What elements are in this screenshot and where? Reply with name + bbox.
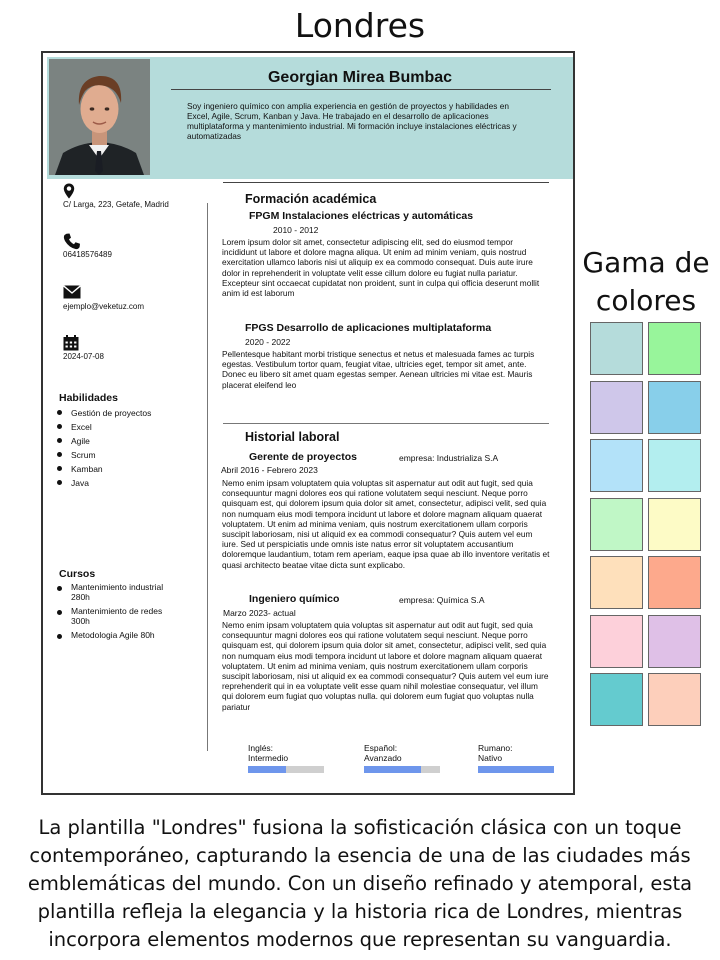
phone-icon <box>63 233 203 250</box>
address-text: C/ Larga, 223, Getafe, Madrid <box>63 200 169 209</box>
education-heading: Formación académica <box>245 192 377 206</box>
job-description: Nemo enim ipsam voluptatem quia voluptas sit aspernatur aut odit aut fugit, sed quia consequuntur magni dolores eos qui ratione volutatem sequi nesciunt. Neque porro quisquam est, qui dolorem ipsum quia dolor sit amet, consectetur, adipisci velit, sed quia non numquam eius modi tempora incidunt ut labore et dolore magnam aliquam quaerat voluptatem. Ut enim ad minima veniam, quis nostrum exercitationem ullam corporis suscipit laboriosam, nisi ut aliquid ex ea commodi consequatur? Quis autem vel eum iure. Sed ut perspiciatis unde omnis iste natus error sit voluptatem accusantium doloremque laudantium, totam rem aperiam, eaque ipsa quae ab illo inventore veritatis et quasi architecto beatae vitae dicta sunt explicabo. <box>222 478 550 570</box>
color-swatch <box>590 673 643 726</box>
job-dates: Abril 2016 - Febrero 2023 <box>221 465 318 475</box>
color-swatch <box>590 322 643 375</box>
language-level: Nativo <box>478 753 503 763</box>
email-text: ejemplo@veketuz.com <box>63 302 145 311</box>
contact-date <box>63 335 203 361</box>
list-item: Agile <box>57 434 151 448</box>
cv-template <box>41 51 575 795</box>
color-swatch <box>648 439 701 492</box>
color-swatch <box>590 439 643 492</box>
column-divider <box>207 203 208 751</box>
name-divider <box>171 89 551 90</box>
list-item: Mantenimiento de redes 300h <box>57 606 181 626</box>
profile-photo <box>49 59 150 175</box>
header-divider <box>223 182 549 183</box>
education-description: Pellentesque habitant morbi tristique senectus et netus et malesuada fames ac turpis egestas. Vestibulum tortor quam, feugiat vitae, ultricies eget, tempor sit amet, ante. Donec eu libero sit amet quam egestas semper. Aenean ultricies mi vitae est. Mauris placerat eleifend leo <box>222 349 535 390</box>
page-title: Londres <box>294 6 426 45</box>
color-swatch <box>648 498 701 551</box>
language-level: Avanzado <box>364 753 402 763</box>
color-swatch <box>590 615 643 668</box>
calendar-icon <box>63 335 203 352</box>
education-dates: 2010 - 2012 <box>273 225 319 235</box>
contact-email <box>63 285 203 311</box>
language-english <box>248 743 328 773</box>
envelope-icon <box>63 285 203 302</box>
skills-list <box>57 406 151 490</box>
location-pin-icon <box>63 183 203 200</box>
job-company: empresa: Química S.A <box>399 595 485 605</box>
candidate-name: Georgian Mirea Bumbac <box>267 69 453 86</box>
language-bar <box>478 766 554 773</box>
education-description: Lorem ipsum dolor sit amet, consectetur adipiscing elit, sed do eiusmod tempor incididunt ut labore et dolore magna aliqua. Ut enim ad minim veniam, quis nostrud exercitation ullamco laboris nisi ut aliquip ex ea commodo consequat. Duis aute irure dolor in reprehenderit in voluptate velit esse cillum dolore eu fugiat nulla pariatur. Excepteur sint occaecat cupidatat non proident, sunt in culpa qui officia deserunt mollit anim id est laborum <box>222 237 540 299</box>
courses-heading: Cursos <box>59 568 96 580</box>
job-company: empresa: Industrializa S.A <box>399 453 499 463</box>
job-title: Ingeniero químico <box>249 593 340 605</box>
work-heading: Historial laboral <box>245 430 340 444</box>
color-swatch <box>648 615 701 668</box>
language-name: Español: <box>364 743 398 753</box>
education-dates: 2020 - 2022 <box>245 337 291 347</box>
color-swatch <box>590 556 643 609</box>
job-title: Gerente de proyectos <box>249 451 357 463</box>
list-item: Gestión de proyectos <box>57 406 151 420</box>
cv-header <box>47 57 573 179</box>
list-item: Scrum <box>57 448 151 462</box>
language-bar-fill <box>248 766 286 773</box>
template-description: La plantilla "Londres" fusiona la sofisticación clásica con un toque contemporáneo, capturando la esencia de una de las ciudades más emblemáticas del mundo. Con un diseño refinado y atemporal, esta plantilla refleja la elegancia y la historia rica de Londres, mientras incorpora elementos modernos que representan su vanguardia. <box>27 816 693 951</box>
contact-phone <box>63 233 203 259</box>
language-spanish <box>364 743 444 773</box>
job-dates: Marzo 2023- actual <box>223 608 296 618</box>
color-swatch <box>648 322 701 375</box>
language-romanian <box>478 743 558 773</box>
language-name: Inglés: <box>248 743 274 753</box>
list-item: Java <box>57 476 151 490</box>
color-swatch <box>590 498 643 551</box>
language-bar-fill <box>364 766 421 773</box>
list-item: Kamban <box>57 462 151 476</box>
contact-address <box>63 183 203 209</box>
education-title: FPGM Instalaciones eléctricas y automáticas <box>249 210 474 222</box>
color-swatch <box>590 381 643 434</box>
language-name: Rumano: <box>478 743 513 753</box>
profile-summary: Soy ingeniero químico con amplia experiencia en gestión de proyectos y habilidades en Excel, Agile, Scrum, Kanban y Java. He trabajado en el desarrollo de aplicaciones multiplataforma y mantenimiento industrial. Mi formación incluye instalaciones eléctricas y automatizadas <box>187 101 517 141</box>
color-swatch <box>648 556 701 609</box>
job-description: Nemo enim ipsam voluptatem quia voluptas sit aspernatur aut odit aut fugit, sed quia consequuntur magni dolores eos qui ratione volutatem sequi nesciunt. Neque porro quisquam est, qui dolorem ipsum quia dolor sit amet, consectetur, adipisci velit, sed quia non numquam eius modi tempora incidunt ut labore et dolore magnam aliquam quaerat voluptatem. Ut enim ad minima veniam, quis nostrum exercitationem ullam corporis suscipit laboriosam, nisi ut aliquid ex ea commodi consequatur? Quis autem vel eum iure reprehenderit qui in ea voluptate velit esse quam nihil molestiae consequatur, vel illum qui dolorem eum fugiat quo voluptas nulla. qui dolorem eum fugiat quo voluptas nulla pariatur <box>222 620 549 712</box>
skills-heading: Habilidades <box>59 392 118 404</box>
language-bar-fill <box>478 766 554 773</box>
color-swatch <box>648 673 701 726</box>
education-title: FPGS Desarrollo de aplicaciones multiplataforma <box>245 322 492 334</box>
list-item: Excel <box>57 420 151 434</box>
list-item: Metodologia Agile 80h <box>57 630 181 640</box>
phone-text: 06418576489 <box>63 250 112 259</box>
language-bar <box>248 766 324 773</box>
language-bar <box>364 766 440 773</box>
color-swatch <box>648 381 701 434</box>
section-divider <box>223 423 549 424</box>
language-level: Intermedio <box>248 753 289 763</box>
list-item: Mantenimiento industrial 280h <box>57 582 181 602</box>
left-column <box>43 179 205 791</box>
courses-list <box>57 582 181 644</box>
palette-title: Gama de colores <box>582 246 710 317</box>
date-text: 2024-07-08 <box>63 352 104 361</box>
